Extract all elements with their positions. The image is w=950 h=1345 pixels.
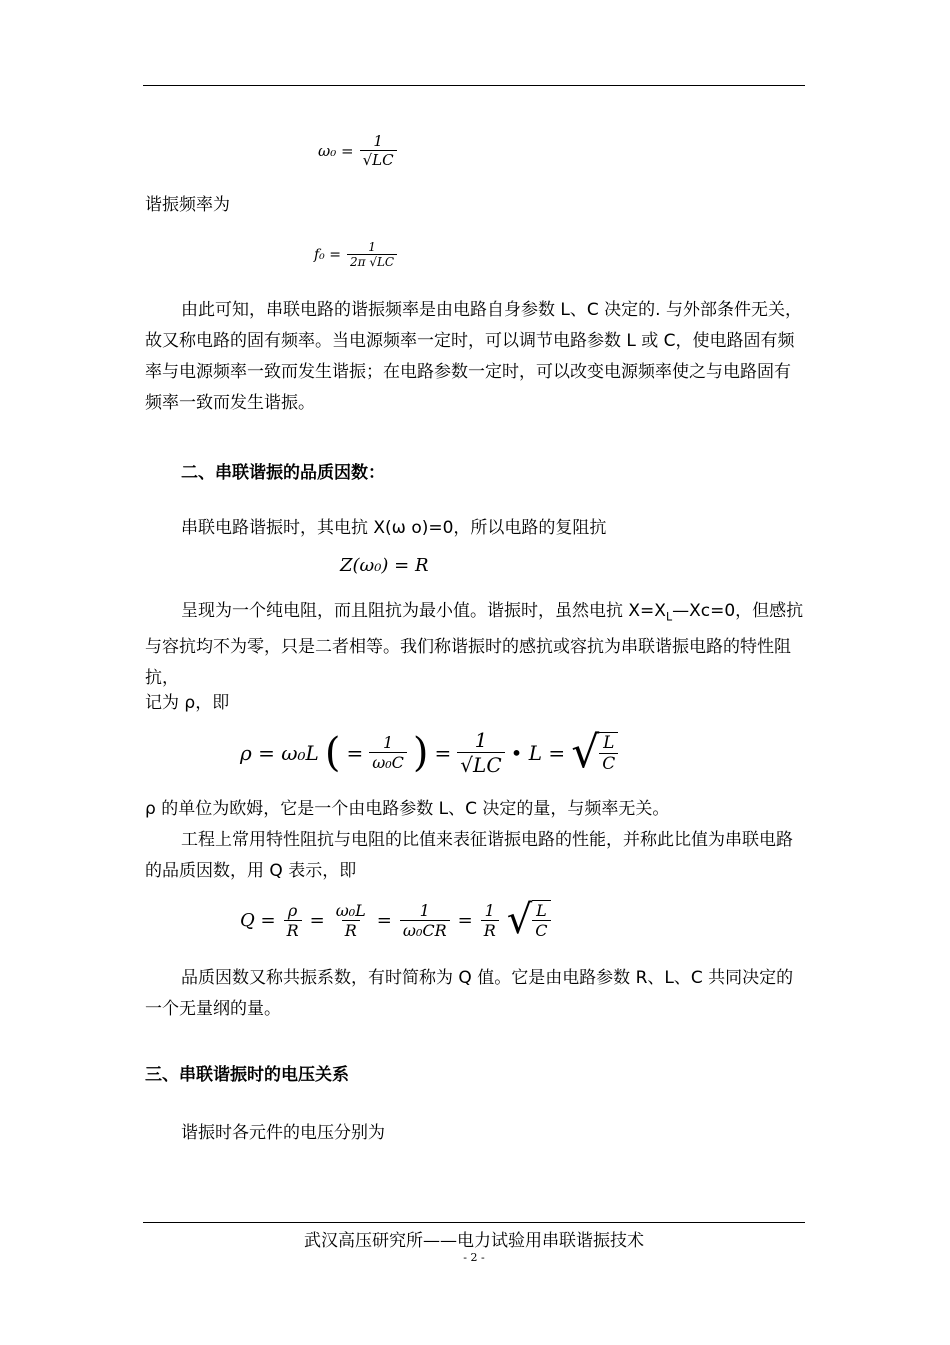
resonant-frequency-label: 谐振频率为 [145,195,230,215]
formula-rho-den: √LC [457,752,504,777]
sqrt-sign-icon: √ [506,897,533,943]
page-number: - 2 - [463,1251,485,1264]
formula-omega0-den: √LC [360,150,397,169]
formula-q-sqrt: √ $\frac{L}{C}$ [507,900,551,940]
formula-f0-den: 2π √LC [347,254,397,269]
formula-rho-paren-fraction [369,733,407,772]
paragraph-pure-resistance-b: —Xc=0，但感抗与容抗均不为零，只是二者相等。我们称谐振时的感抗或容抗为串联谐振电路的特性阻抗， [145,601,804,689]
formula-rho-paren-open: ( [324,729,341,776]
formula-rho-paren-close: ) [412,729,429,776]
paragraph-rho-unit: ρ 的单位为欧姆，它是一个由电路参数 L、C 决定的量，与频率无关。 [145,799,670,819]
formula-rho-fraction [457,728,504,777]
paragraph-resonance-coefficient: 品质因数又称共振系数，有时简称为 Q 值。它是由电路参数 R、L、C 共同决定的一个无量纲的量。 [145,968,794,1019]
paragraph-denoted-rho: 记为 ρ，即 [145,693,230,713]
formula-omega0-num: 1 [373,132,383,150]
formula-f0 [314,240,397,269]
formula-rho-lhs: ρ = ω₀L [240,740,319,765]
paragraph-pure-resistance-sub: L [665,610,673,624]
formula-rho-mid: • L = [510,740,566,765]
formula-rho-paren-num: 1 [382,733,394,752]
formula-impedance: Z(ω₀) = R [340,555,429,576]
formula-rho-num: 1 [474,728,488,752]
formula-omega0 [318,132,397,169]
formula-f0-fraction [347,240,397,269]
formula-q-fraction-d: $\frac{1}{R}$ [481,901,499,940]
heading-voltage-relation: 三、串联谐振时的电压关系 [145,1065,349,1085]
formula-f0-num: 1 [368,240,376,254]
paragraph-resonance-explanation: 由此可知，串联电路的谐振频率是由电路自身参数 L、C 决定的. 与外部条件无关，故又称电路的固有频率。当电源频率一定时，可以调节电路参数 L 或 C，使电路固有频率与电源频率一致而发生谐振；在电路参数一定时，可以改变电源频率使之与电路固有频率一致而发生谐振。 [145,300,802,413]
footer-rule [143,1222,805,1223]
formula-rho-paren-den: ω₀C [369,752,407,772]
formula-omega0-lhs: ω₀ = [318,141,354,160]
formula-rho-sqrt-num: L [603,732,615,753]
formula-rho: ρ = ω₀L ( = $\frac{1}{\text{ω₀C}}$ ) = $\frac{1}{√LC}$ • L = √ $\frac{L}{C}$ [240,728,618,777]
formula-q-fraction-b: $\frac{\text{ω₀L}}{R}$ [335,900,366,940]
formula-rho-sqrt [571,726,618,778]
formula-q-fraction-a: $\frac{\rho}{R}$ [284,901,302,940]
formula-omega0-fraction [360,132,397,169]
sqrt-sign-icon: √ [571,726,600,778]
formula-f0-lhs: f₀ = [314,246,341,263]
paragraph-quality-definition: 工程上常用特性阻抗与电阻的比值来表征谐振电路的性能，并称此比值为串联电路的品质因数，用 Q 表示，即 [145,830,793,881]
formula-q-fraction-c: $\frac{1}{\text{ω₀CR}}$ [400,901,450,940]
paragraph-pure-resistance-a: 呈现为一个纯电阻，而且阻抗为最小值。谐振时，虽然电抗 X=X [181,601,666,621]
paragraph-element-voltages: 谐振时各元件的电压分别为 [181,1123,385,1143]
formula-q-lhs: Q = [240,909,276,931]
formula-rho-sqrt-den: C [599,753,618,774]
formula-q: Q = $\frac{\rho}{R}$ = $\frac{\text{ω₀L}}{R}$ = $\frac{1}{\text{ω₀CR}}$ = $\frac{1}{R}$ √ $\frac{L}{C}$ [240,900,551,940]
footer-title: 武汉高压研究所——电力试验用串联谐振技术 [304,1231,644,1251]
heading-quality-factor: 二、串联谐振的品质因数： [181,463,385,483]
paragraph-pure-resistance [145,596,807,694]
paragraph-series-reactance: 串联电路谐振时，其电抗 X(ω o)=0，所以电路的复阻抗 [181,518,607,538]
header-rule [143,85,805,86]
